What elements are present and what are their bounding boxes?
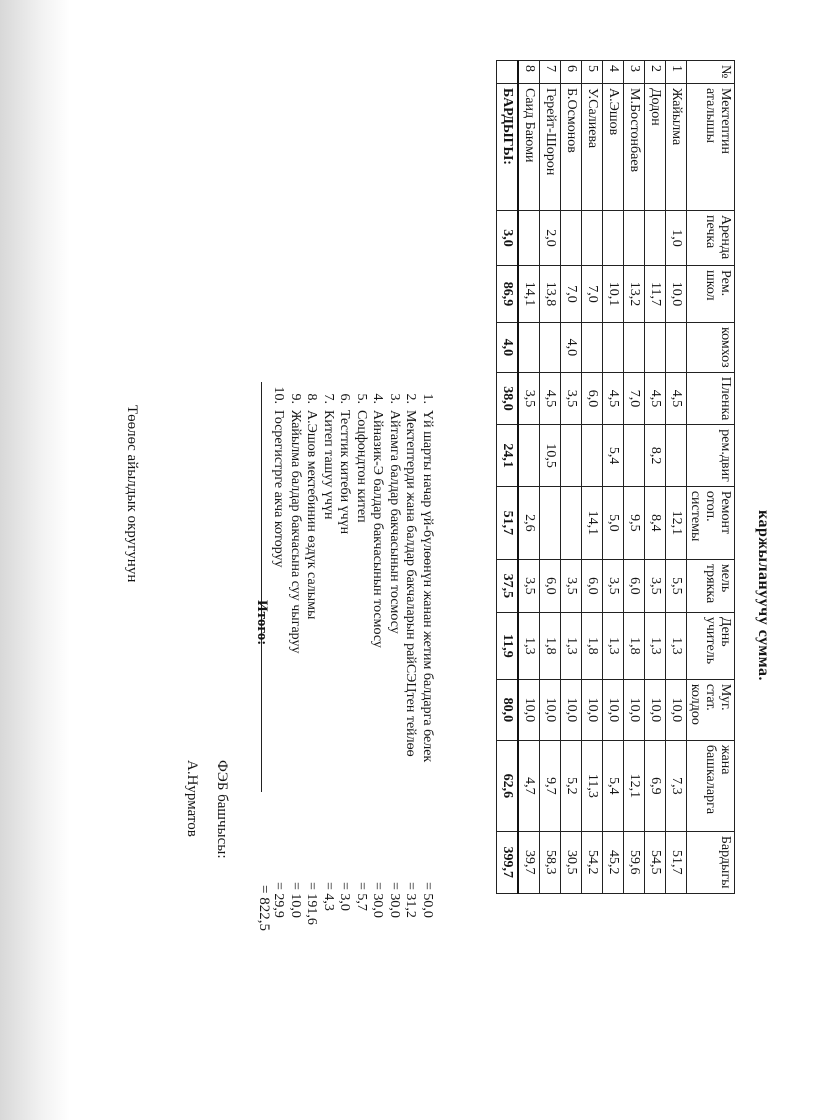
list-item: 2. Мектептерди жана балдар бакчаларын райСЭЦтен тейлөө = 31,2: [403, 393, 419, 918]
table-cell: [561, 425, 582, 487]
table-row: [582, 61, 603, 894]
table-cell: 11,9: [497, 612, 519, 679]
table-cell: Б.Осмонов: [561, 84, 582, 211]
table-cell: 1,3: [518, 612, 540, 679]
list-item-text: Айтамга балдар бакчасынын тосмосу: [387, 410, 402, 634]
table-cell: 1,3: [645, 612, 666, 679]
table-cell: 3,5: [645, 559, 666, 612]
table-cell: 5,4: [603, 740, 624, 831]
table-cell: 12,1: [624, 740, 645, 831]
list-item-value: = 29,9: [271, 882, 287, 918]
col-school-repair: Рем. школ: [687, 266, 735, 323]
list-item: 1. Үй шарты начар үй-бүлөөнүн жанан жетим балдарга белек = 50,0: [420, 393, 435, 918]
table-cell: 59,6: [624, 831, 645, 893]
list-item: 3. Айтамга балдар бакчасынын тосмосу = 30,0: [387, 393, 402, 918]
table-cell: 3,5: [561, 372, 582, 425]
allocation-table: [496, 60, 735, 894]
table-cell: 1,8: [540, 612, 561, 679]
table-cell: 1,3: [561, 612, 582, 679]
table-cell: 9,7: [540, 740, 561, 831]
list-item-value: = 10,0: [288, 882, 303, 918]
table-cell: 39,7: [518, 831, 540, 893]
table-cell: [518, 323, 540, 373]
table-cell: 10,5: [540, 425, 561, 487]
table-cell: [624, 323, 645, 373]
table-cell: 58,3: [540, 831, 561, 893]
list-item: 4. Айназик-Э балдар бакчасынын тосмосу = 30,0: [370, 393, 386, 918]
table-cell: 10,0: [645, 679, 666, 740]
table-cell: У.Салиева: [582, 84, 603, 211]
list-item: 8. А.Эшов мектебинин өздүк салымы = 191,6: [304, 393, 320, 925]
list-item-value: = 5,7: [354, 882, 369, 911]
list-item: 7. Китеп ташуу үчүн = 4,3: [321, 393, 336, 911]
col-number: №: [687, 61, 735, 84]
table-cell: 10,0: [582, 679, 603, 740]
table-cell: 4,5: [603, 372, 624, 425]
table-cell: 5,5: [666, 559, 687, 612]
table-cell: [582, 323, 603, 373]
table-cell: Саид Баюми: [518, 84, 540, 211]
table-cell: М.Бостонбаев: [624, 84, 645, 211]
table-row: [645, 61, 666, 894]
table-cell: [603, 211, 624, 266]
list-item-text: Үй шарты начар үй-бүлөөнүн жанан жетим балдарга белек: [420, 410, 435, 763]
table-cell: 4,5: [540, 372, 561, 425]
table-cell: 1: [666, 61, 687, 84]
table-row: [603, 61, 624, 894]
table-cell: 2,0: [540, 211, 561, 266]
table-cell: [645, 211, 666, 266]
list-item-text: Госрегистрге акча которуу: [271, 410, 287, 568]
table-cell: 1,0: [666, 211, 687, 266]
table-cell: 1,8: [582, 612, 603, 679]
table-cell: 3,5: [518, 372, 540, 425]
table-cell: 24,1: [497, 425, 519, 487]
table-cell: 4,5: [645, 372, 666, 425]
document-title: каржылануучу сумма.: [755, 510, 772, 682]
list-item-text: Тесттик китеби үчүн: [337, 410, 353, 535]
table-cell: [561, 211, 582, 266]
table-cell: Жайылма: [666, 84, 687, 211]
table-cell: 37,5: [497, 559, 519, 612]
table-cell: 6: [561, 61, 582, 84]
expense-list: [270, 382, 435, 925]
table-cell: [518, 425, 540, 487]
table-cell: [497, 61, 519, 84]
table-cell: 6,0: [624, 559, 645, 612]
table-cell: [624, 211, 645, 266]
table-cell: 3,5: [603, 559, 624, 612]
list-item-text: Соцфондтон китеп: [354, 410, 369, 523]
table-cell: 7: [540, 61, 561, 84]
signature-org: Төөлөс айылдык округунун: [124, 405, 140, 583]
col-total: Бардыгы: [687, 831, 735, 893]
list-item-value: = 31,2: [403, 882, 419, 918]
table-cell: 86,9: [497, 266, 519, 323]
list-item-value: = 3,0: [337, 882, 353, 911]
itogo-value: = 822,5: [256, 885, 272, 931]
table-cell: 9,5: [624, 486, 645, 559]
table-cell: 10,1: [603, 266, 624, 323]
table-cell: 6,0: [540, 559, 561, 612]
signature-position: ФЭБ башчысы:: [214, 760, 230, 859]
table-row: [540, 61, 561, 894]
table-cell: 11,7: [645, 266, 666, 323]
list-item: 6. Тесттик китеби үчүн = 3,0: [337, 393, 353, 911]
table-cell: 4,5: [666, 372, 687, 425]
list-item-value: = 30,0: [387, 882, 402, 918]
col-school-name: Мектептин аталышы: [687, 84, 735, 211]
table-cell: [582, 211, 603, 266]
table-cell: 4,0: [497, 323, 519, 373]
table-cell: 5,0: [603, 486, 624, 559]
table-cell: Додон: [645, 84, 666, 211]
table-cell: [645, 323, 666, 373]
table-cell: [518, 211, 540, 266]
col-engine-repair: рем.двиг: [687, 425, 735, 487]
table-cell: [666, 323, 687, 373]
table-cell: 7,0: [582, 266, 603, 323]
table-cell: 10,0: [603, 679, 624, 740]
table-cell: 12,1: [666, 486, 687, 559]
table-cell: 10,0: [624, 679, 645, 740]
table-cell: [603, 323, 624, 373]
table-cell: 3,5: [561, 559, 582, 612]
table-cell: 3: [624, 61, 645, 84]
col-komhoz: комхоз: [687, 323, 735, 373]
list-item: 9. Жайылма балдар бакчасына суу чыгаруу = 10,0: [288, 393, 303, 918]
table-cell: 10,0: [518, 679, 540, 740]
table-cell: 14,1: [518, 266, 540, 323]
table-cell: 399,7: [497, 831, 519, 893]
table-cell: 7,0: [624, 372, 645, 425]
col-others: жана башкаларга: [687, 740, 735, 831]
table-cell: Герейт-Шорон: [540, 84, 561, 211]
table-cell: 4: [603, 61, 624, 84]
total-label: БАРДЫГЫ:: [497, 84, 519, 211]
table-cell: 38,0: [497, 372, 519, 425]
table-cell: 62,6: [497, 740, 519, 831]
table-row: [666, 61, 687, 894]
table-cell: 30,5: [561, 831, 582, 893]
list-item-value: = 30,0: [370, 882, 386, 918]
table-cell: 7,3: [666, 740, 687, 831]
table-cell: 6,0: [582, 372, 603, 425]
rotated-document-page: [70, 40, 790, 1090]
col-film: Пленка: [687, 372, 735, 425]
table-cell: 8: [518, 61, 540, 84]
table-row: [518, 61, 540, 894]
table-cell: 3,5: [518, 559, 540, 612]
table-cell: А.Эшов: [603, 84, 624, 211]
table-cell: 10,0: [540, 679, 561, 740]
signature-name: А.Нурматов: [184, 760, 200, 837]
list-item: 10. Госрегистрге акча которуу = 29,9: [271, 386, 287, 918]
table-cell: 51,7: [497, 486, 519, 559]
table-cell: [666, 425, 687, 487]
table-cell: 4,7: [518, 740, 540, 831]
divider-line: [261, 382, 262, 792]
table-row: [624, 61, 645, 894]
list-item-text: Китеп ташуу үчүн: [321, 410, 336, 520]
itogo-label: Итого:: [254, 600, 270, 646]
table-cell: 10,0: [666, 266, 687, 323]
scan-shadow-edge: [0, 0, 70, 1120]
table-cell: 5,2: [561, 740, 582, 831]
table-cell: [540, 486, 561, 559]
table-cell: 13,2: [624, 266, 645, 323]
table-cell: 1,8: [624, 612, 645, 679]
col-teacher-day: День учитель: [687, 612, 735, 679]
table-cell: 10,0: [666, 679, 687, 740]
table-cell: 54,2: [582, 831, 603, 893]
list-item-text: Жайылма балдар бакчасына суу чыгаруу: [288, 410, 303, 654]
table-cell: 6,9: [645, 740, 666, 831]
table-cell: 4,0: [561, 323, 582, 373]
table-cell: [540, 323, 561, 373]
table-cell: 2: [645, 61, 666, 84]
table-cell: 8,4: [645, 486, 666, 559]
table-cell: 45,2: [603, 831, 624, 893]
table-cell: 3,0: [497, 211, 519, 266]
table-cell: [582, 425, 603, 487]
table-cell: 14,1: [582, 486, 603, 559]
table-cell: 2,6: [518, 486, 540, 559]
table-cell: 54,5: [645, 831, 666, 893]
list-item-text: А.Эшов мектебинин өздүк салымы: [304, 410, 320, 620]
col-heating-repair: Ремонт отоп. системы: [687, 486, 735, 559]
table-row: [561, 61, 582, 894]
list-item-value: = 50,0: [420, 882, 435, 918]
table-cell: 1,3: [666, 612, 687, 679]
list-item-value: = 4,3: [321, 882, 336, 911]
table-cell: 6,0: [582, 559, 603, 612]
col-rent-stove: Аренда печка: [687, 211, 735, 266]
table-cell: 13,8: [540, 266, 561, 323]
table-cell: 5: [582, 61, 603, 84]
list-item-value: = 191,6: [304, 882, 320, 925]
table-cell: 51,7: [666, 831, 687, 893]
table-total-row: [497, 61, 519, 894]
table-cell: 7,0: [561, 266, 582, 323]
list-item: 5. Соцфондтон китеп = 5,7: [354, 393, 369, 911]
table-cell: 10,0: [561, 679, 582, 740]
table-cell: 8,2: [645, 425, 666, 487]
table-cell: 1,3: [603, 612, 624, 679]
table-header-row: [687, 61, 735, 894]
table-cell: 5,4: [603, 425, 624, 487]
list-item-text: Айназик-Э балдар бакчасынын тосмосу: [370, 410, 386, 648]
col-mel-truck: мель трякка: [687, 559, 735, 612]
col-teacher-support: Муг. стат. колдоо: [687, 679, 735, 740]
table-cell: 80,0: [497, 679, 519, 740]
list-item-text: Мектептерди жана балдар бакчаларын райСЭЦтен тейлөө: [403, 410, 419, 757]
table-cell: [624, 425, 645, 487]
table-cell: [561, 486, 582, 559]
table-cell: 11,3: [582, 740, 603, 831]
